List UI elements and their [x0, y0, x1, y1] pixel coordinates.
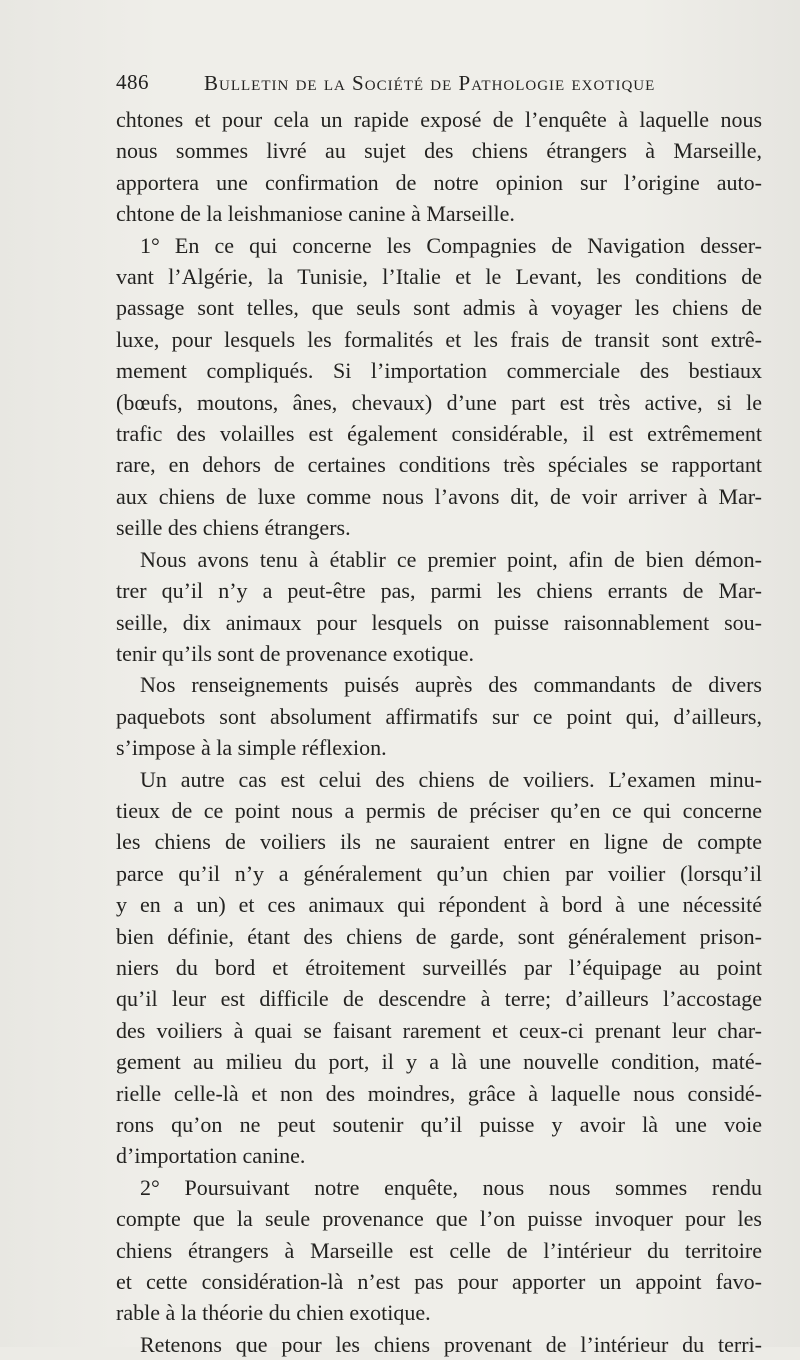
text-line: rare, en dehors de certaines conditions très spéciales se rapportant	[116, 452, 762, 478]
text-line: bien définie, étant des chiens de garde, sont généralement prison-	[116, 923, 762, 949]
text-line: Nous avons tenu à établir ce premier point, afin de bien démon-	[140, 546, 762, 572]
text-line: d’importation canine.	[116, 1143, 306, 1169]
text-line: y en a un) et ces animaux qui répondent à bord à une nécessité	[116, 892, 762, 918]
text-line: niers du bord et étroitement surveillés par l’équipage au point	[116, 954, 762, 980]
text-line: apportera une confirmation de notre opinion sur l’origine auto-	[116, 169, 762, 195]
running-title: Bulletin de la Société de Pathologie exotique	[204, 71, 656, 95]
text-line: seille, dix animaux pour lesquels on puisse raisonnablement sou-	[116, 609, 762, 635]
text-line: des voiliers à quai se faisant rarement et ceux-ci prenant leur char-	[116, 1017, 762, 1043]
text-line: trer qu’il n’y a peut-être pas, parmi les chiens errants de Mar-	[116, 578, 762, 604]
text-line: 2° Poursuivant notre enquête, nous nous sommes rendu	[140, 1174, 762, 1200]
text-line: tieux de ce point nous a permis de préciser qu’en ce qui concerne	[116, 797, 762, 823]
text-line: 1° En ce qui concerne les Compagnies de Navigation desser-	[140, 232, 762, 258]
text-line: paquebots sont absolument affirmatifs sur ce point qui, d’ailleurs,	[116, 703, 762, 729]
text-line: Retenons que pour les chiens provenant de l’intérieur du terri-	[140, 1331, 762, 1357]
text-line: mement compliqués. Si l’importation commerciale des bestiaux	[116, 358, 762, 384]
page-number: 486	[116, 70, 149, 94]
text-line: tenir qu’ils sont de provenance exotique.	[116, 640, 475, 666]
text-line: chtones et pour cela un rapide exposé de l’enquête à laquelle nous	[116, 107, 762, 132]
text-line: aux chiens de luxe comme nous l’avons dit, de voir arriver à Mar-	[116, 483, 762, 509]
text-line: luxe, pour lesquels les formalités et les frais de transit sont extrê-	[116, 326, 762, 352]
text-line: et cette considération-là n’est pas pour apporter un appoint favo-	[116, 1269, 762, 1295]
text-line: chiens étrangers à Marseille est celle de l’intérieur du territoire	[116, 1237, 762, 1263]
text-line: nous sommes livré au sujet des chiens étrangers à Marseille,	[116, 138, 762, 164]
text-line: compte que la seule provenance que l’on puisse invoquer pour les	[116, 1206, 762, 1232]
text-line: seille des chiens étrangers.	[116, 515, 351, 541]
text-line: gement au milieu du port, il y a là une nouvelle condition, maté-	[116, 1049, 762, 1075]
text-line: rielle celle-là et non des moindres, grâce à laquelle nous considé-	[116, 1080, 762, 1106]
text-line: Un autre cas est celui des chiens de voiliers. L’examen minu-	[140, 766, 762, 792]
text-line: chtone de la leishmaniose canine à Marseille.	[116, 201, 515, 227]
text-line: passage sont telles, que seuls sont admis à voyager les chiens de	[116, 295, 762, 321]
text-line: les chiens de voiliers ils ne sauraient entrer en ligne de compte	[116, 829, 762, 855]
text-line: rons qu’on ne peut soutenir qu’il puisse y avoir là une voie	[116, 1112, 762, 1137]
text-line: vant l’Algérie, la Tunisie, l’Italie et le Levant, les conditions de	[116, 264, 762, 290]
text-line: s’impose à la simple réflexion.	[116, 735, 387, 761]
text-line: Nos renseignements puisés auprès des commandants de divers	[140, 672, 762, 698]
page-header	[116, 70, 676, 100]
text-line: qu’il leur est difficile de descendre à terre; d’ailleurs l’accostage	[116, 986, 762, 1012]
text-line: trafic des volailles est également considérable, il est extrêmement	[116, 421, 762, 447]
body-text	[116, 104, 762, 1360]
text-line: rable à la théorie du chien exotique.	[116, 1300, 431, 1326]
text-line: parce qu’il n’y a généralement qu’un chien par voilier (lorsqu’il	[116, 860, 762, 886]
text-line: (bœufs, moutons, ânes, chevaux) d’une part est très active, si le	[116, 389, 762, 415]
